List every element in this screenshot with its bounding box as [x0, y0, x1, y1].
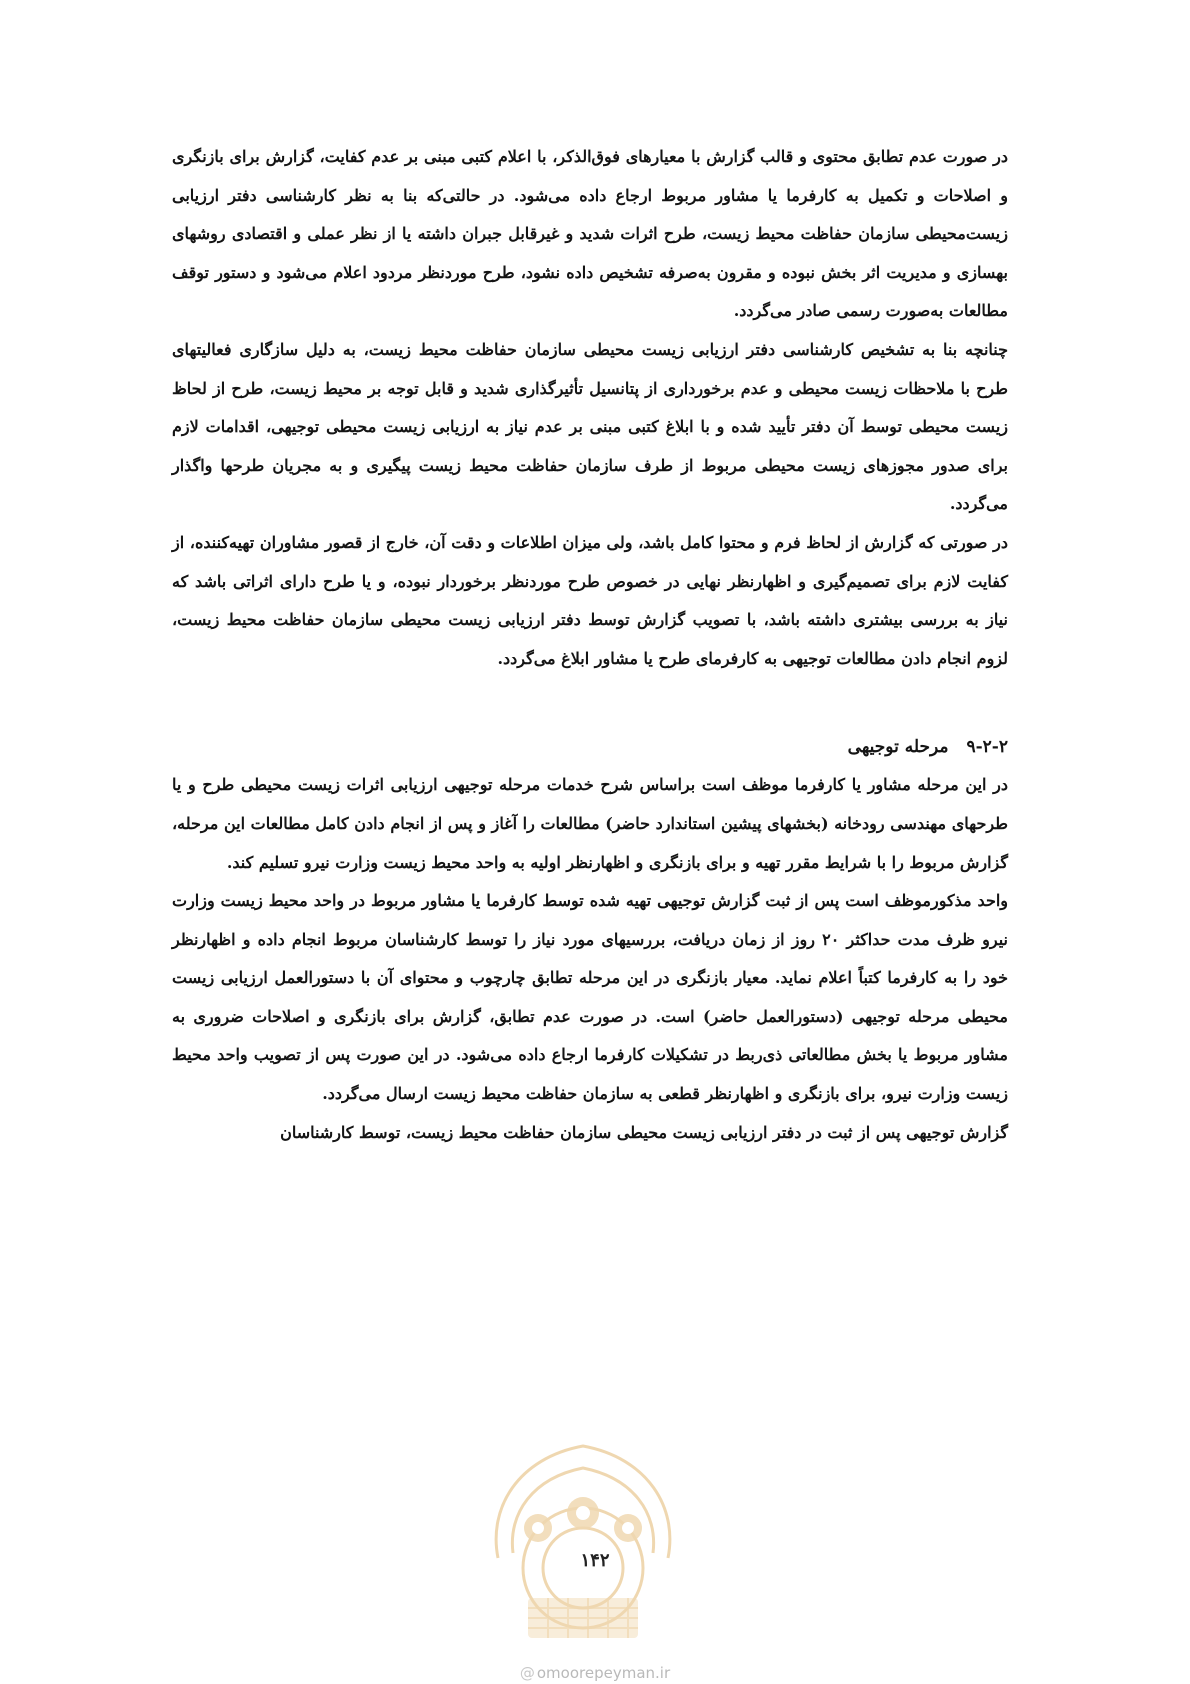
paragraph-feasibility-stage-intro: در این مرحله مشاور یا کارفرما موظف است براساس شرح خدمات مرحله توجیهی ارزیابی اثرات زیست محیطی طرح و یا طرحهای مهندسی رودخانه (بخشهای پیشین استاندارد حاضر) مطالعات را آغاز و پس از انجام دادن کامل مطالعات این مرحله، گزارش مربوط را با شرایط مقرر تهیه و برای بازنگری و اظهارنظر اولیه به واحد محیط زیست وزارت نیرو تسلیم کند. [172, 775, 1008, 872]
section-heading [172, 728, 1008, 766]
paragraph-rejection-conditions: در صورت عدم تطابق محتوی و قالب گزارش با معیارهای فوق‌الذکر، با اعلام کتبی مبنی بر عدم کفایت، گزارش برای بازنگری و اصلاحات و تکمیل به کارفرما یا مشاور مربوط ارجاع داده می‌شود. در حالتی‌که بنا به نظر کارشناسی دفتر ارزیابی زیست‌محیطی سازمان حفاظت محیط زیست، طرح اثرات شدید و غیرقابل جبران داشته یا از نظر عملی و اقتصادی روشهای بهسازی و مدیریت اثر بخش نبوده و مقرون به‌صرفه تشخیص داده نشود، طرح موردنظر مردود اعلام می‌شود و دستور توقف مطالعات به‌صورت رسمی صادر می‌گردد. [172, 147, 1009, 321]
footer-watermark-site [0, 1664, 1190, 1682]
footer-site-text: omoorepeyman.ir [536, 1664, 671, 1682]
paragraph-approval-without-assessment: چنانچه بنا به تشخیص کارشناسی دفتر ارزیابی زیست محیطی سازمان حفاظت محیط زیست، به دلیل سازگاری فعالیتهای طرح با ملاحظات زیست محیطی و عدم برخورداری از پتانسیل تأثیرگذاری شدید و قابل توجه بر محیط زیست، طرح از لحاظ زیست محیطی توسط آن دفتر تأیید شده و با ابلاغ کتبی مبنی بر عدم نیاز به ارزیابی زیست محیطی توجیهی، اقدامات لازم برای صدور مجوزهای زیست محیطی مربوط از طرف سازمان حفاظت محیط زیست پیگیری و به مجریان طرحها واگذار می‌گردد. [172, 339, 1009, 514]
section-number: ۹-۲-۲ [966, 737, 1008, 758]
paragraph-feasibility-requirement: در صورتی که گزارش از لحاظ فرم و محتوا کامل باشد، ولی میزان اطلاعات و دقت آن، خارج از قصور مشاوران تهیه‌کننده، از کفایت لازم برای تصمیم‌گیری و اظهارنظر نهایی در خصوص طرح موردنظر برخوردار نبوده، و یا طرح دارای اثراتی باشد که نیاز به بررسی بیشتری داشته باشد، با تصویب گزارش توسط دفتر ارزیابی زیست محیطی سازمان حفاظت محیط زیست، لزوم انجام دادن مطالعات توجیهی به کارفرمای طرح یا مشاور ابلاغ می‌گردد. [172, 532, 1008, 668]
watermark-emblem-icon [478, 1418, 688, 1653]
section-title: مرحله توجیهی [847, 737, 949, 758]
at-icon: @ [519, 1664, 535, 1682]
paragraph-ministry-review: واحد مذکورموظف است پس از ثبت گزارش توجیهی تهیه شده توسط کارفرما یا مشاور مربوط در واحد محیط زیست وزارت نیرو ظرف مدت حداکثر ۲۰ روز از زمان دریافت، بررسیهای مورد نیاز را توسط کارشناسان مربوط انجام داده و اظهارنظر خود را به کارفرما کتباً اعلام نماید. معیار بازنگری در این مرحله تطابق چارچوب و محتوای آن با دستورالعمل ارزیابی زیست محیطی مرحله توجیهی (دستورالعمل حاضر) است. در صورت عدم تطابق، گزارش برای بازنگری و اصلاحات ضروری به مشاور مربوط یا بخش مطالعاتی ذی‌ربط در تشکیلات کارفرما ارجاع داده می‌شود. در این صورت پس از تصویب واحد محیط زیست وزارت نیرو، برای بازنگری و اظهارنظر قطعی به سازمان حفاظت محیط زیست ارسال می‌گردد. [172, 891, 1009, 1104]
body-text [172, 138, 1008, 1152]
page-number: ۱۴۲ [580, 1550, 610, 1571]
paragraph-report-registration: گزارش توجیهی پس از ثبت در دفتر ارزیابی زیست محیطی سازمان حفاظت محیط زیست، توسط کارشناسان [280, 1122, 1008, 1142]
